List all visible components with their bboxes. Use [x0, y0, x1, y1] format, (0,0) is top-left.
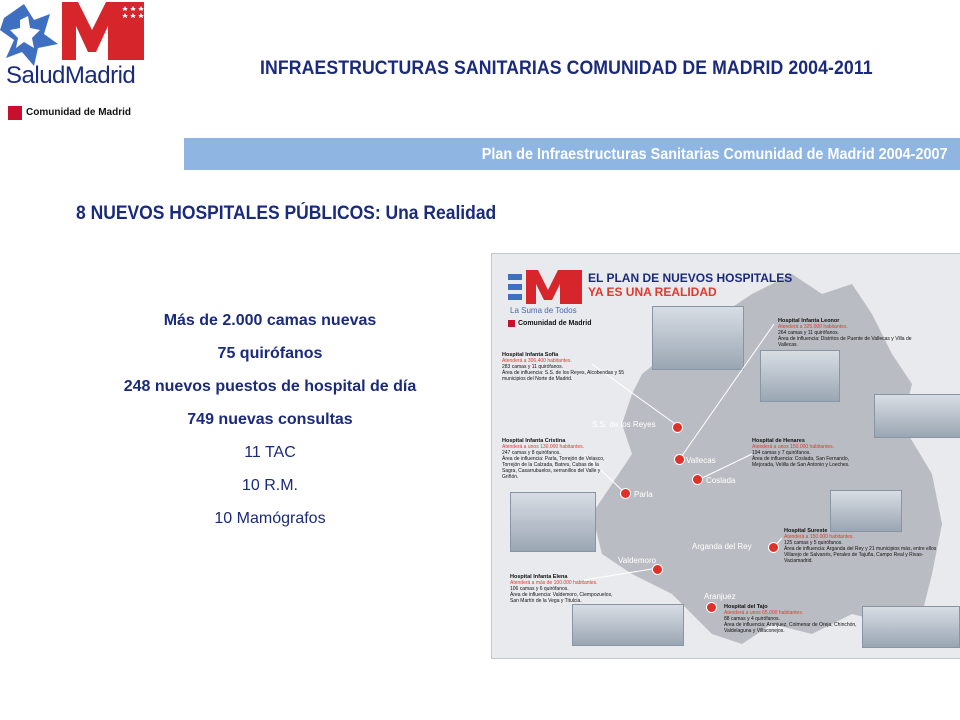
hospital-marker	[672, 422, 683, 433]
stat-item: 10 Mamógrafos	[214, 510, 326, 527]
hospital-name: Hospital Sureste	[784, 528, 828, 534]
hospital-info-sureste	[784, 528, 944, 564]
hospital-capacity: 194 camas y 7 quirófanos.	[752, 450, 811, 456]
hospital-name: Hospital del Tajo	[724, 604, 768, 610]
hospital-capacity: 125 camas y 5 quirófanos.	[784, 540, 843, 546]
logo-name: SaludMadrid	[6, 62, 136, 89]
town-label: S.S. de los Reyes	[592, 420, 656, 429]
hospital-population: Atenderá a 325.000 habitantes.	[778, 324, 848, 330]
stat-item: 749 nuevas consultas	[187, 411, 353, 428]
hospital-name: Hospital de Henares	[752, 438, 805, 444]
page-title: INFRAESTRUCTURAS SANITARIAS COMUNIDAD DE MADRID 2004-2011	[260, 58, 873, 79]
hospital-population: Atenderá a 306.400 habitantes.	[502, 358, 572, 364]
hospital-marker	[692, 474, 703, 485]
stats-list	[90, 304, 450, 535]
map-logo-tagline: La Suma de Todos	[510, 306, 577, 315]
hospital-capacity: 264 camas y 11 quirófanos.	[778, 330, 840, 336]
hospital-name: Hospital Infanta Sofía	[502, 352, 559, 358]
page-subtitle: Plan de Infraestructuras Sanitarias Comunidad de Madrid 2004-2007	[482, 146, 948, 163]
hospital-marker	[674, 454, 685, 465]
map-title: EL PLAN DE NUEVOS HOSPITALES	[588, 271, 793, 285]
hospital-population: Atenderá a más de 100.000 habitantes.	[510, 580, 598, 586]
hospital-area: Área de influencia: Distritos de Puente de Vallecas y Villa de Vallecas.	[778, 336, 912, 348]
town-label: Arganda del Rey	[692, 542, 752, 551]
hospital-capacity: 106 camas y 6 quirófanos.	[510, 586, 569, 592]
stat-item: 10 R.M.	[241, 477, 298, 494]
hospital-area: Área de influencia: Parla, Torrejón de Velasco, Torrejón de la Calzada, Batres, Cubas de la Sagra, Casarrubuelos, serranillos del Valle y Griñón.	[502, 456, 605, 480]
hospital-name: Hospital Infanta Cristina	[502, 438, 566, 444]
town-label: Vallecas	[686, 456, 716, 465]
hospital-name: Hospital Infanta Leonor	[778, 318, 840, 324]
hospital-info-cristina	[502, 438, 606, 480]
hospital-name: Hospital Infanta Elena	[510, 574, 568, 580]
hospital-area: Área de influencia: Coslada, San Fernando, Mejorada, Velilla de San Antonio y Loeches.	[752, 456, 850, 468]
hospital-population: Atenderá a unos 130.000 habitantes.	[502, 444, 585, 450]
stat-item: 11 TAC	[244, 444, 296, 461]
hospital-population: Atenderá a unos 150.000 habitantes.	[752, 444, 835, 450]
comunidad-flag-icon	[8, 106, 22, 120]
hospital-marker	[620, 488, 631, 499]
hospital-info-henares	[752, 438, 860, 468]
town-label: Aranjuez	[704, 592, 736, 601]
hospital-area: Área de influencia: Arganda del Rey y 21 municipios más, entre ellos Villarejo de Salvanés, Perales de Tajuña, Campo Real y Rivas-Vaciamadrid.	[784, 546, 937, 564]
stat-item: 248 nuevos puestos de hospital de día	[123, 378, 417, 395]
hospital-info-leonor	[778, 318, 918, 348]
stat-item: Más de 2.000 camas nuevas	[163, 312, 377, 329]
hospital-info-elena	[510, 574, 622, 604]
stat-item: 75 quirófanos	[217, 345, 323, 362]
hospital-area: Área de influencia: Aranjuez, Colmenar de Oreja, Chinchón, Valdelaguna y Villaconejos.	[724, 622, 857, 634]
hospital-population: Atenderá a unos 65.000 habitantes.	[724, 610, 804, 616]
hospital-marker	[706, 602, 717, 613]
map-logo-org: Comunidad de Madrid	[518, 320, 592, 327]
hospital-population: Atenderá a 150.000 habitantes.	[784, 534, 854, 540]
logo-org: Comunidad de Madrid	[26, 107, 131, 118]
hospital-area: Área de influencia: Valdemoro, Ciempozuelos, San Martín de la Vega y Titulcia.	[510, 592, 613, 604]
section-heading: 8 NUEVOS HOSPITALES PÚBLICOS: Una Realidad	[76, 203, 497, 224]
hospital-capacity: 88 camas y 4 quirófanos.	[724, 616, 780, 622]
hospital-marker	[768, 542, 779, 553]
town-label: Valdemoro	[618, 556, 657, 565]
map-title-highlight: YA ES UNA REALIDAD	[588, 285, 717, 299]
hospital-area: Área de influencia: S.S. de los Reyes, Alcobendas y 55 municipios del Norte de Madrid.	[502, 370, 625, 382]
hospital-capacity: 283 camas y 11 quirófanos.	[502, 364, 564, 370]
town-label: Coslada	[706, 476, 736, 485]
hospitals-map-image	[491, 253, 960, 659]
hospital-capacity: 247 camas y 8 quirófanos.	[502, 450, 561, 456]
hospital-info-sofia	[502, 352, 642, 382]
hospital-info-tajo	[724, 604, 860, 634]
town-label: Parla	[634, 490, 653, 499]
hospital-marker	[652, 564, 663, 575]
